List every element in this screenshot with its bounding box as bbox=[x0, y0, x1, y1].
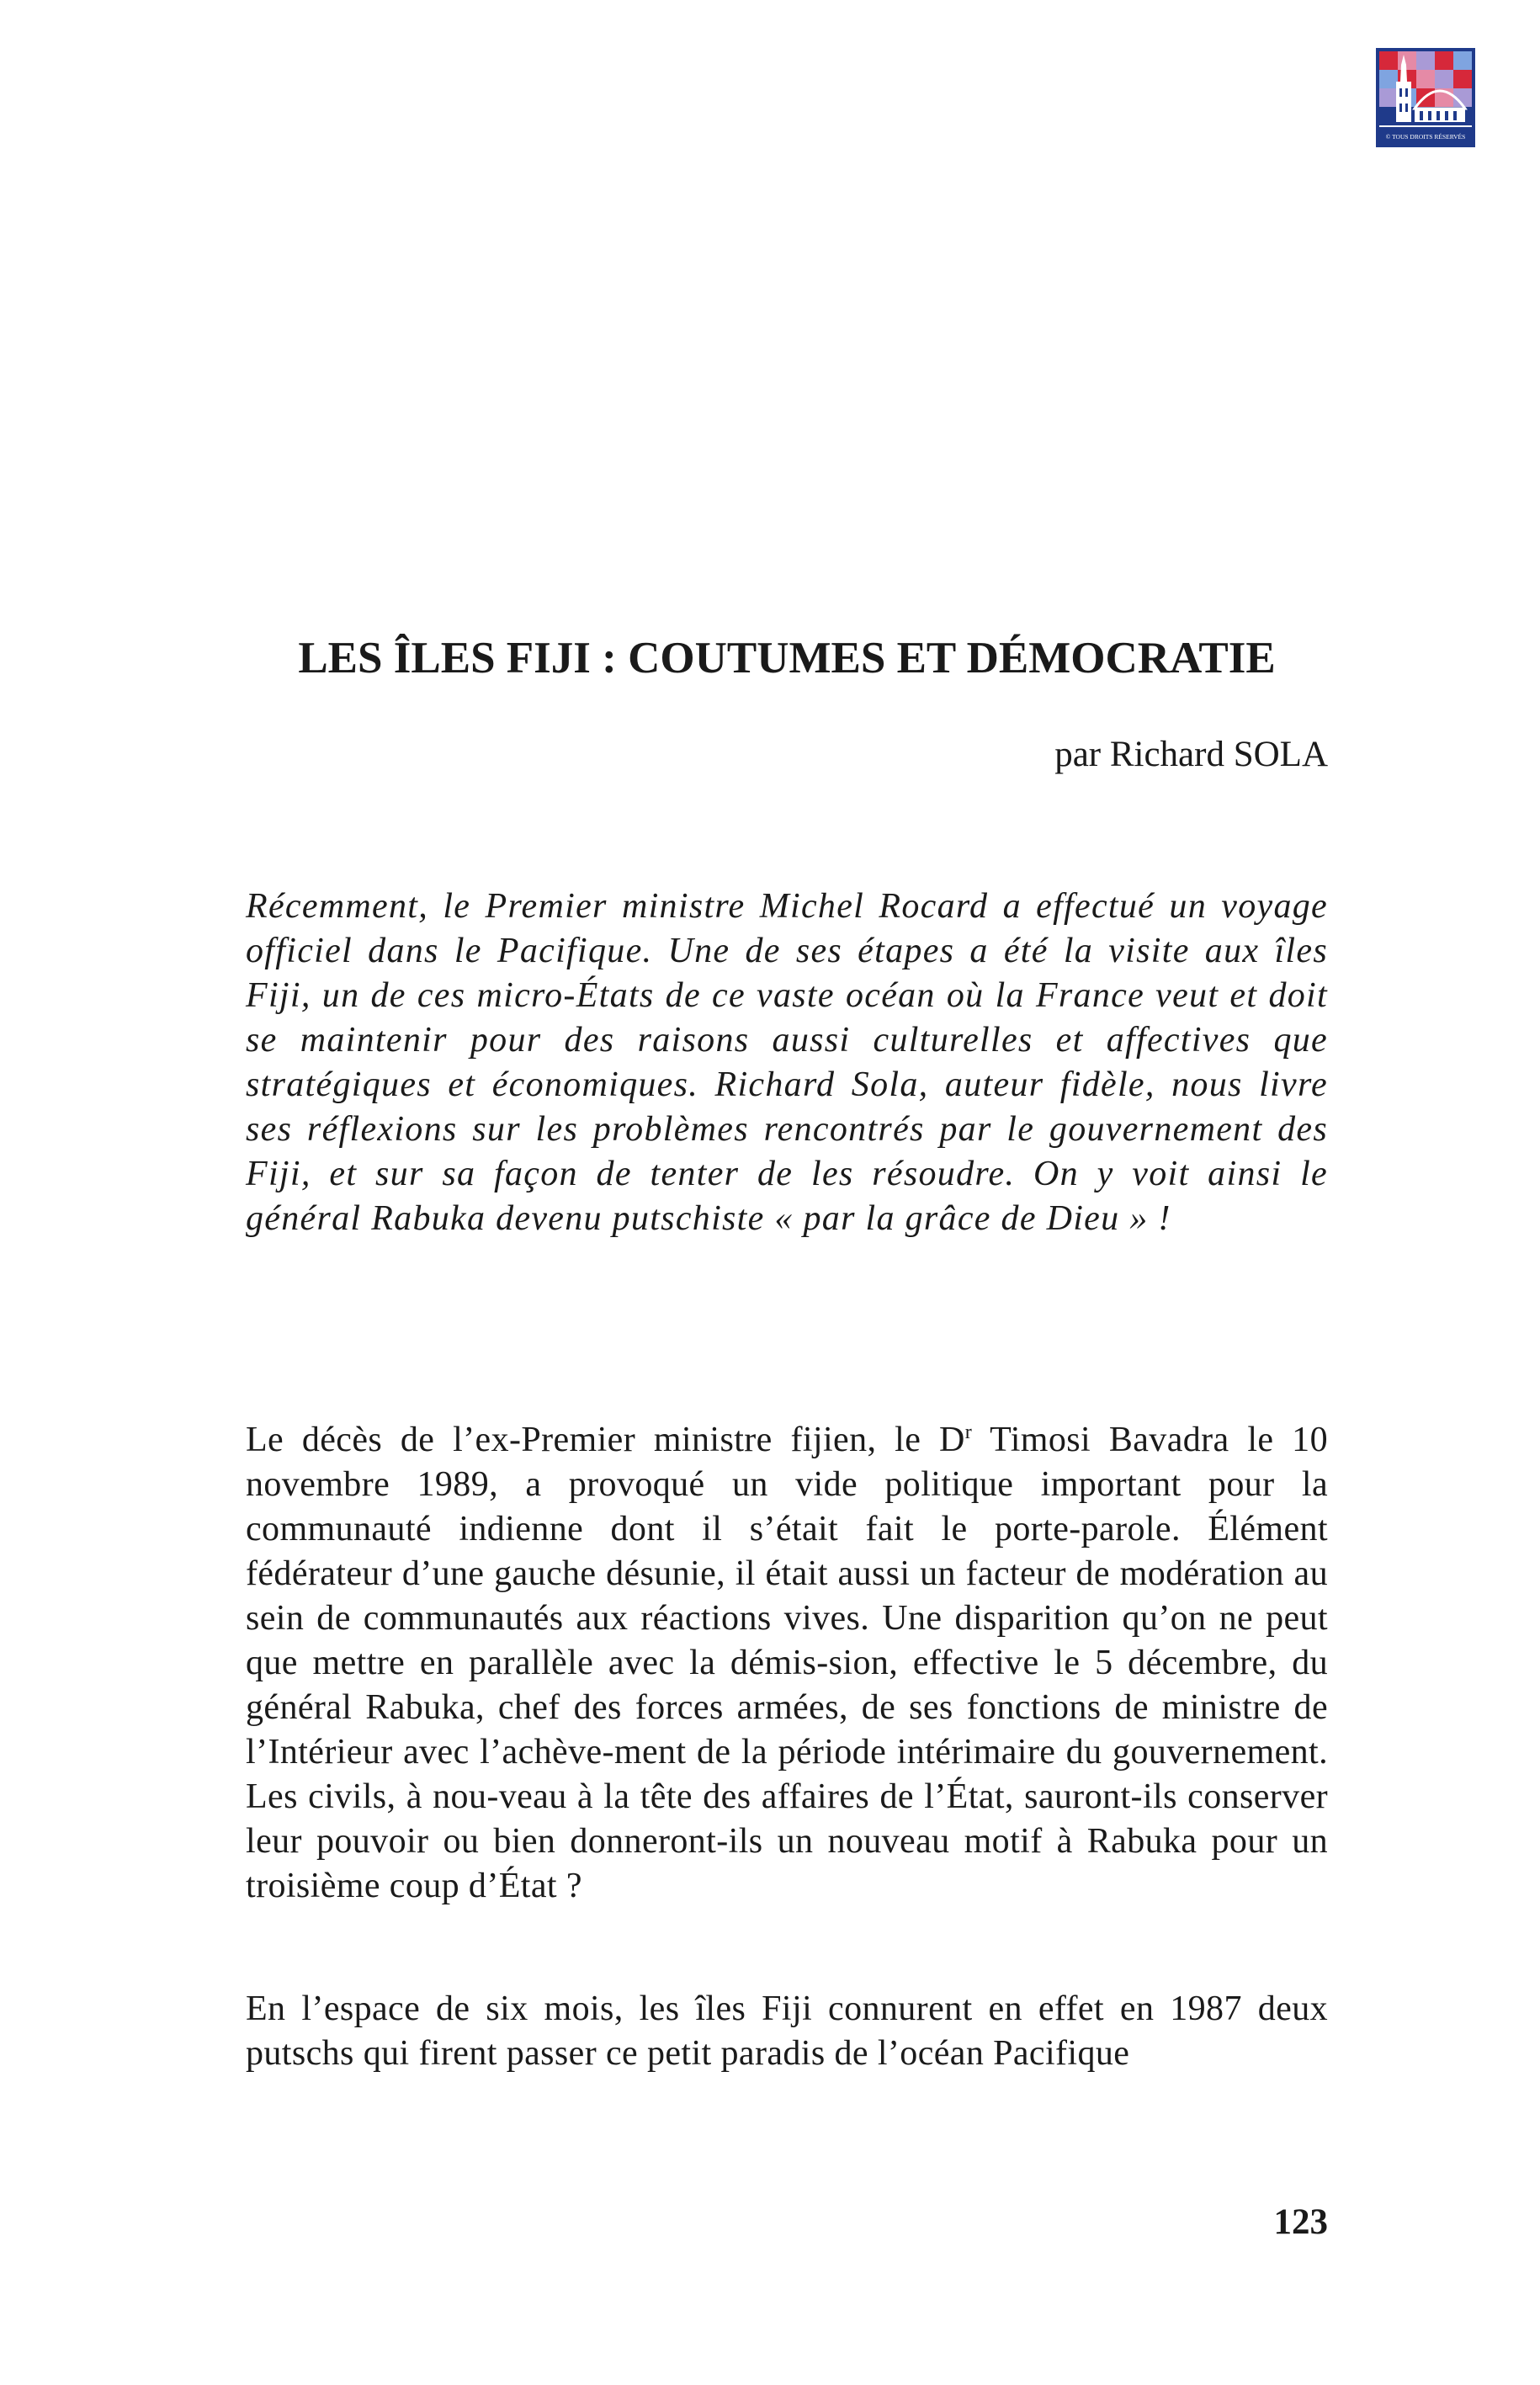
publisher-logo bbox=[1376, 48, 1475, 147]
page-number: 123 bbox=[1273, 2202, 1328, 2242]
article-byline: par Richard SOLA bbox=[1054, 735, 1328, 774]
article-title: LES ÎLES FIJI : COUTUMES ET DÉMOCRATIE bbox=[298, 634, 1276, 683]
paragraph-1-rest: Timosi Bavadra le 10 novembre 1989, a provoqué un vide politique important pour la communauté indienne dont il s’était fait le porte-parole. Élément fédérateur d’une gauche désunie, il était aussi un facteur de modération au sein de communautés aux réactions vives. Une disparition qu’on ne peut que mettre en parallèle avec la démis-sion, effective le 5 décembre, du général Rabuka, chef des forces armées, de ses fonctions de ministre de l’Intérieur avec l’achève-ment de la période intérimaire du gouvernement. Les civils, à nou-veau à la tête des affaires de l’État, sauront-ils conserver leur pouvoir ou bien donneront-ils un nouveau motif à Rabuka pour un troisième coup d’État ? bbox=[246, 1421, 1328, 1905]
paragraph-1-start: Le décès de l’ex-Premier ministre fijien, le D bbox=[246, 1421, 965, 1459]
doctor-superscript: r bbox=[964, 1421, 973, 1443]
body-paragraph-2: En l’espace de six mois, les îles Fiji connurent en effet en 1987 deux putschs qui firent passer ce petit paradis de l’océan Pacifique bbox=[246, 1989, 1328, 2073]
logo-caption: © TOUS DROITS RÉSERVÉS bbox=[1385, 133, 1466, 141]
publisher-logo-icon bbox=[1376, 48, 1475, 147]
article-abstract: Récemment, le Premier ministre Michel Rocard a effectué un voyage officiel dans le Pacifique. Une de ses étapes a été la visite aux îles Fiji, un de ces micro-États de ce vaste océan où la France veut et doit se maintenir pour des raisons aussi culturelles et affectives que stratégiques et économiques. Richard Sola, auteur fidèle, nous livre ses réflexions sur les problèmes rencontrés par le gouvernement des Fiji, et sur sa façon de tenter de les résoudre. On y voit ainsi le général Rabuka devenu putschiste « par la grâce de Dieu » ! bbox=[246, 887, 1328, 1238]
body-paragraph-1 bbox=[246, 1418, 1328, 1909]
